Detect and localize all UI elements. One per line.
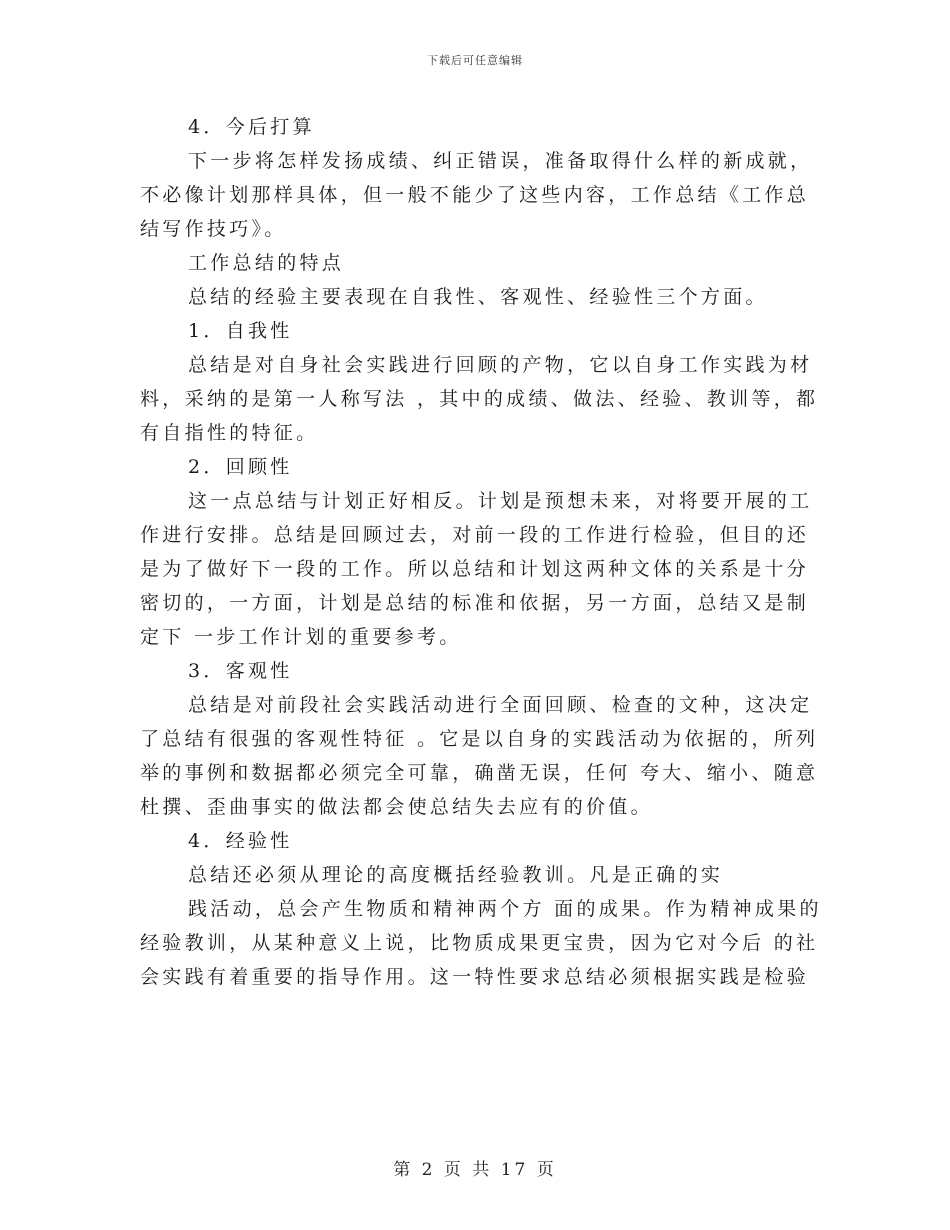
- text-line: 结写作技巧》。: [140, 218, 287, 240]
- text-line: 不必像计划那样具体，但一般不能少了这些内容，工作总结《工作总: [140, 184, 810, 206]
- text-line: 1．自我性: [188, 320, 293, 342]
- text-line: 密切的，一方面，计划是总结的标准和依据，另一方面，总结又是制: [140, 592, 810, 614]
- text-line: 3．客观性: [188, 660, 293, 682]
- text-line: 工作总结的特点: [188, 252, 345, 274]
- text-line: 总结还必须从理论的高度概括经验教训。凡是正确的实: [188, 864, 724, 886]
- page-header: 下载后可任意编辑: [427, 54, 523, 67]
- text-line: 举的事例和数据都必须完全可靠，确凿无误，任何 夸大、缩小、随意: [140, 762, 819, 784]
- text-line: 下一步将怎样发扬成绩、纠正错误，准备取得什么样的新成就，: [188, 150, 813, 172]
- text-line: 践活动，总会产生物质和精神两个方 面的成果。作为精神成果的: [188, 898, 822, 920]
- text-line: 4．经验性: [188, 830, 293, 852]
- text-line: 了总结有很强的客观性特征 。它是以自身的实践活动为依据的，所列: [140, 728, 819, 750]
- text-line: 定下 一步工作计划的重要参考。: [140, 626, 462, 648]
- text-line: 总结是对前段社会实践活动进行全面回顾、检查的文种，这决定: [188, 694, 813, 716]
- document-body: [140, 110, 822, 994]
- text-line: 料，采纳的是第一人称写法 ，其中的成绩、做法、经验、教训等，都: [140, 388, 819, 410]
- text-line: 经验教训，从某种意义上说，比物质成果更宝贵，因为它对今后 的社: [140, 932, 819, 954]
- text-line: 2．回顾性: [188, 456, 293, 478]
- page-number: 第 2 页 共 17 页: [393, 1160, 557, 1180]
- text-line: 会实践有着重要的指导作用。这一特性要求总结必须根据实践是检验: [140, 966, 810, 988]
- text-line: 杜撰、歪曲事实的做法都会使总结失去应有的价值。: [140, 796, 653, 818]
- text-line: 是为了做好下一段的工作。所以总结和计划这两种文体的关系是十分: [140, 558, 810, 580]
- text-line: 总结是对自身社会实践进行回顾的产物，它以自身工作实践为材: [188, 354, 813, 376]
- text-line: 这一点总结与计划正好相反。计划是预想未来，对将要开展的工: [188, 490, 813, 512]
- text-line: 作进行安排。总结是回顾过去，对前一段的工作进行检验，但目的还: [140, 524, 810, 546]
- text-line: 总结的经验主要表现在自我性、客观性、经验性三个方面。: [188, 286, 768, 308]
- text-line: 有自指性的特征。: [140, 422, 319, 444]
- text-line: 4．今后打算: [188, 116, 315, 138]
